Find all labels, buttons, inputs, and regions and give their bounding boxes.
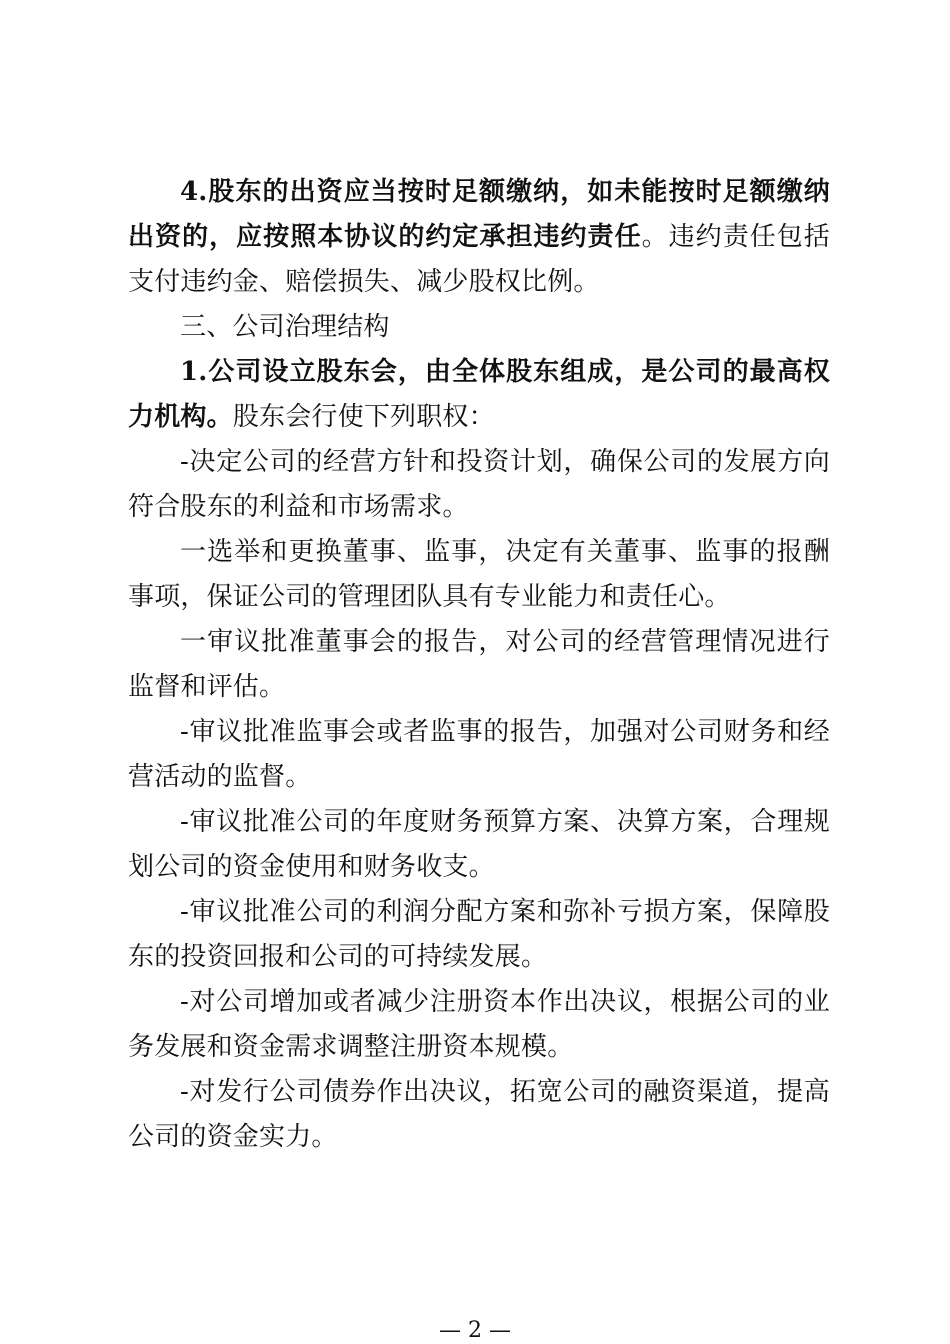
list-item-text: -对公司增加或者减少注册资本作出决议，根据公司的业务发展和资金需求调整注册资本规模。 (128, 987, 830, 1062)
section-heading-text: 三、公司治理结构 (180, 312, 390, 342)
list-item-text: -审议批准公司的年度财务预算方案、决算方案，合理规划公司的资金使用和财务收支。 (128, 807, 830, 882)
paragraph-capital-contribution (128, 170, 830, 305)
plain-text: 股东会行使下列职权： (232, 402, 495, 432)
list-item (128, 620, 830, 710)
list-item-text: -审议批准监事会或者监事的报告，加强对公司财务和经营活动的监督。 (128, 717, 830, 792)
list-item (128, 980, 830, 1070)
page-number: — 2 — (439, 1318, 511, 1343)
list-item-text: 一审议批准董事会的报告，对公司的经营管理情况进行监督和评估。 (128, 627, 830, 702)
list-item (128, 440, 830, 530)
list-item (128, 530, 830, 620)
list-item-text: 一选举和更换董事、监事，决定有关董事、监事的报酬事项，保证公司的管理团队具有专业能力和责任心。 (128, 537, 830, 612)
document-body (128, 170, 830, 1160)
bold-text: 4.股东的出资应当按时足额缴纳，如未能按时足额缴纳出资的，应按照本协议的约定承担违约责任 (128, 177, 830, 252)
list-item-text: -审议批准公司的利润分配方案和弥补亏损方案，保障股东的投资回报和公司的可持续发展。 (128, 897, 830, 972)
plain-text: 。违约责任包括支付违约金、赔偿损失、减少股权比例。 (128, 222, 830, 297)
bold-text: 1.公司设立股东会，由全体股东组成，是公司的最高权力机构。 (128, 357, 830, 432)
paragraph-shareholders-meeting (128, 350, 830, 440)
list-item-text: -决定公司的经营方针和投资计划，确保公司的发展方向符合股东的利益和市场需求。 (128, 447, 830, 522)
list-item (128, 890, 830, 980)
list-item (128, 1070, 830, 1160)
list-item (128, 800, 830, 890)
list-item (128, 710, 830, 800)
list-item-text: -对发行公司债券作出决议，拓宽公司的融资渠道，提高公司的资金实力。 (128, 1077, 830, 1152)
section-heading-governance (128, 305, 830, 350)
